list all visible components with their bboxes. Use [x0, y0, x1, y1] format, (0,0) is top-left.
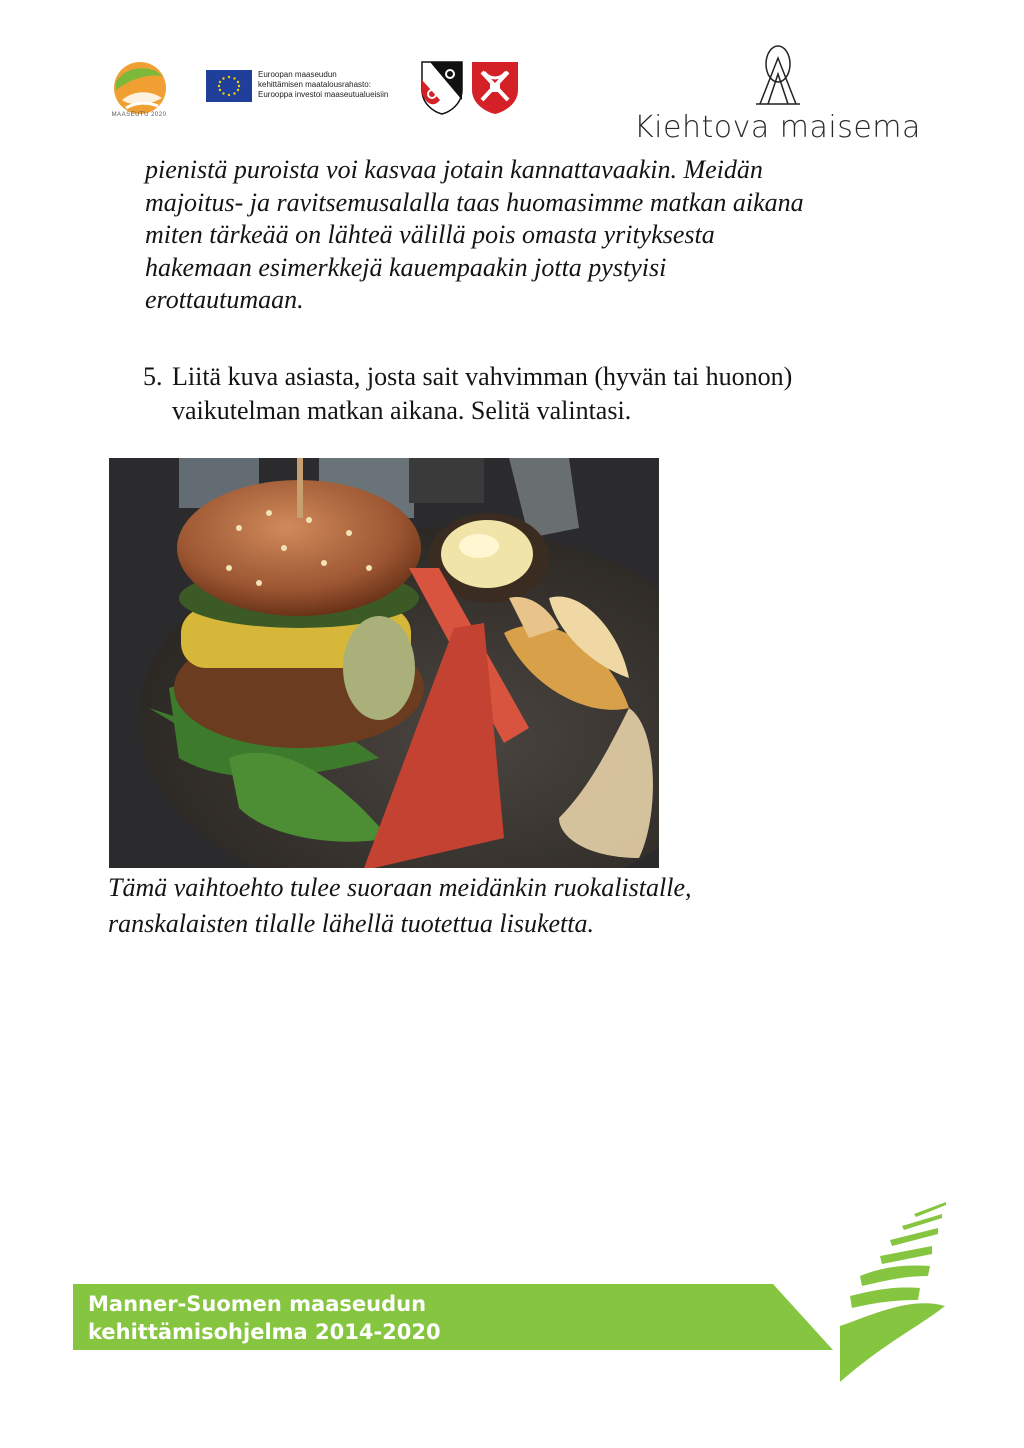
municipal-coat-of-arms-icon [470, 60, 520, 116]
brand-name: Kiehtova maisema [634, 110, 921, 145]
footer-line: Manner-Suomen maaseudun [88, 1292, 427, 1316]
intro-paragraph [145, 154, 925, 317]
question-line: Liitä kuva asiasta, josta sait vahvimman (hyvän tai huonon) [172, 362, 793, 391]
eu-text-line: Euroopan maaseudun [258, 70, 337, 79]
question-text [172, 360, 932, 428]
municipal-coat-of-arms-icon [420, 60, 464, 116]
footer-program-title [88, 1290, 441, 1346]
photo-caption [108, 870, 928, 942]
paragraph-line: miten tärkeää on lähteä välillä pois omasta yrityksesta [145, 220, 715, 249]
eu-text-line: Eurooppa investoi maaseutualueisiin [258, 90, 389, 99]
paragraph-line: hakemaan esimerkkejä kauempaakin jotta pystyisi [145, 252, 667, 282]
paragraph-line: majoitus- ja ravitsemusalalla taas huomasimme matkan aikana [145, 187, 804, 217]
caption-line: ranskalaisten tilalle lähellä tuotettua lisuketta. [108, 909, 595, 938]
eu-fund-text [258, 70, 408, 100]
kiehtova-maisema-logo [750, 44, 806, 106]
footer-line: kehittämisohjelma 2014-2020 [88, 1320, 441, 1344]
paragraph-line: erottautumaan. [145, 285, 304, 314]
fern-leaf-icon [830, 1196, 950, 1382]
question-number: 5. [143, 362, 163, 391]
eu-text-line: kehittämisen maatalousrahasto: [258, 80, 371, 89]
question-line: vaikutelman matkan aikana. Selitä valintasi. [172, 396, 632, 425]
maaseutu-label: MAASEUTU 2020 [111, 112, 167, 118]
burger-plate-photo [109, 458, 659, 868]
caption-line: Tämä vaihtoehto tulee suoraan meidänkin ruokalistalle, [108, 873, 692, 902]
paragraph-line: pienistä puroista voi kasvaa jotain kannattavaakin. Meidän [145, 155, 763, 184]
eu-flag-icon [206, 70, 252, 102]
